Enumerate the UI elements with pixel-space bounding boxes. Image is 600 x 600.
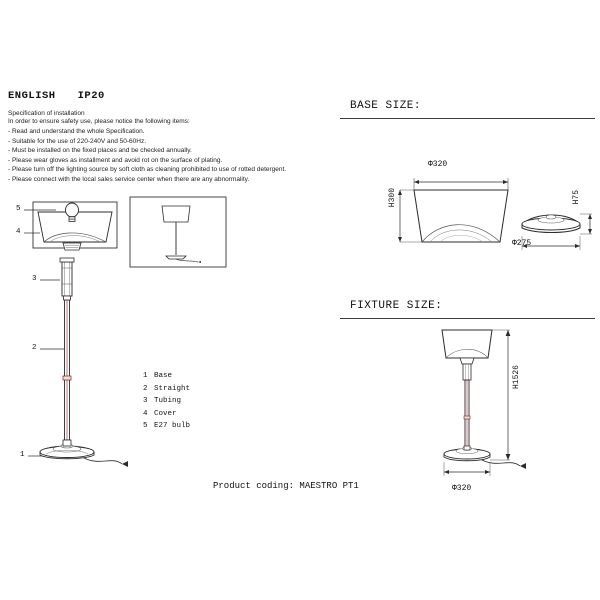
legend-number: 5 bbox=[143, 422, 148, 430]
dim-fixture-total-height: H1526 bbox=[512, 365, 521, 390]
spec-item: - Please connect with the local sales service center when there are any abnormality. bbox=[8, 175, 250, 183]
legend-item bbox=[143, 370, 190, 383]
spec-title: Specification of installation bbox=[8, 110, 85, 117]
base-size-title: BASE SIZE: bbox=[350, 100, 422, 112]
dim-shade-height: H300 bbox=[388, 188, 397, 208]
callout-5: 5 bbox=[16, 205, 21, 213]
callout-4: 4 bbox=[16, 228, 21, 236]
base-size-divider bbox=[340, 118, 595, 119]
base-size-svg bbox=[340, 150, 600, 270]
fixture-size-title: FIXTURE SIZE: bbox=[350, 300, 443, 312]
parts-legend bbox=[143, 370, 190, 433]
dim-base-plate-diameter: Φ275 bbox=[512, 239, 532, 248]
legend-label: Tubing bbox=[154, 397, 182, 405]
legend-label: E27 bulb bbox=[154, 422, 191, 430]
legend-item bbox=[143, 395, 190, 408]
dim-shade-top-diameter: Φ320 bbox=[428, 160, 448, 169]
callout-1: 1 bbox=[20, 451, 25, 459]
spec-item: - Read and understand the whole Specification. bbox=[8, 128, 145, 135]
exploded-view-drawing bbox=[0, 0, 240, 500]
legend-item bbox=[143, 420, 190, 433]
spec-item: - Please turn off the lighting source by soft cloth as cleaning prohibited to use of rotted detergent. bbox=[8, 166, 287, 174]
legend-item bbox=[143, 408, 190, 421]
legend-label: Cover bbox=[154, 409, 177, 418]
legend-number: 3 bbox=[143, 397, 148, 405]
language-heading-text: ENGLISH bbox=[8, 90, 56, 102]
ip-rating-text: IP20 bbox=[77, 90, 105, 102]
base-size-drawing bbox=[340, 150, 600, 270]
spec-item: - Suitable for the use of 220-240V and 50-60Hz. bbox=[8, 137, 147, 145]
callout-2: 2 bbox=[32, 344, 37, 352]
legend-number: 4 bbox=[143, 409, 148, 418]
legend-label: Straight bbox=[154, 384, 191, 393]
dim-fixture-base-diameter: Φ320 bbox=[452, 484, 472, 493]
legend-item bbox=[143, 383, 190, 396]
legend-label: Base bbox=[154, 372, 173, 380]
fixture-size-svg bbox=[420, 320, 600, 500]
spec-intro: In order to ensure safety use, please notice the following items: bbox=[8, 118, 190, 125]
dim-base-plate-height: H75 bbox=[572, 190, 581, 205]
spec-item: - Must be installed on the fixed places and be checked annually. bbox=[8, 147, 192, 155]
fixture-size-drawing bbox=[420, 320, 600, 500]
legend-number: 1 bbox=[143, 372, 148, 380]
spec-item: - Please wear gloves as installment and avoid rot on the surface of plating. bbox=[8, 156, 223, 164]
callout-3: 3 bbox=[32, 275, 37, 283]
fixture-size-divider bbox=[340, 318, 595, 319]
exploded-view-svg bbox=[0, 0, 240, 500]
product-coding: Product coding: MAESTRO PT1 bbox=[213, 481, 359, 491]
legend-number: 2 bbox=[143, 384, 148, 393]
